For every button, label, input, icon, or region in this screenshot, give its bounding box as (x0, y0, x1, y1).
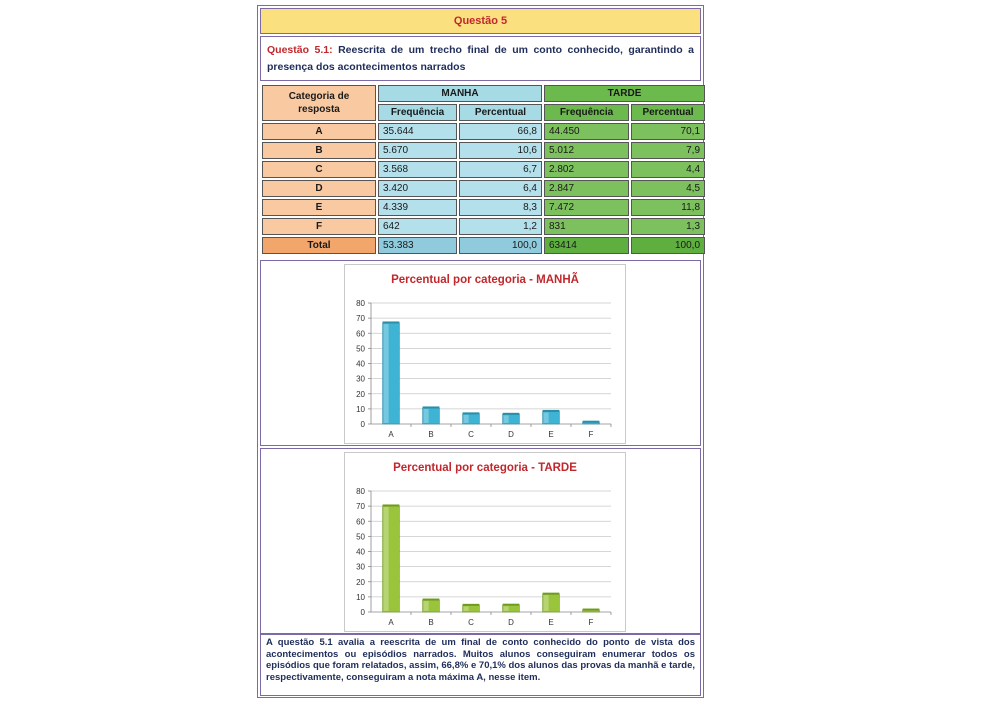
x-tick-label: F (588, 430, 594, 439)
morning-frequency-header: Frequência (378, 104, 457, 121)
bar-cap (423, 599, 440, 601)
bar-cap (423, 406, 440, 408)
y-tick-label: 70 (356, 502, 365, 512)
table-total-row (262, 237, 705, 254)
bar-cap (543, 410, 560, 412)
afternoon-chart (344, 452, 626, 632)
category-cell: A (262, 123, 376, 140)
bar-cap (503, 413, 520, 415)
bar-cap (383, 504, 400, 506)
x-tick-label: E (548, 430, 554, 439)
afternoon-chart-title: Percentual por categoria - TARDE (393, 462, 577, 474)
analysis-comment (260, 634, 701, 696)
morning-chart-title: Percentual por categoria - MANHÃ (391, 274, 579, 286)
morning-percent-header: Percentual (459, 104, 542, 121)
table-row (262, 142, 705, 159)
afternoon-chart-plot (345, 481, 625, 631)
x-tick-label: A (388, 430, 394, 439)
table-row (262, 180, 705, 197)
bar-highlight (384, 507, 389, 611)
morning-percent-cell: 6,7 (459, 161, 542, 178)
morning-frequency-cell: 3.420 (378, 180, 457, 197)
category-cell: E (262, 199, 376, 216)
x-tick-label: C (468, 618, 474, 627)
morning-percent-cell: 8,3 (459, 199, 542, 216)
question-title-banner (260, 8, 701, 34)
y-tick-label: 10 (356, 592, 365, 602)
y-tick-label: 30 (356, 562, 365, 572)
category-header: Categoria de resposta (262, 85, 376, 121)
table-header-row (262, 85, 705, 102)
bar-highlight (424, 409, 429, 423)
afternoon-frequency-cell: 7.472 (544, 199, 629, 216)
y-tick-label: 0 (360, 420, 365, 429)
y-tick-label: 80 (356, 299, 365, 308)
results-table (260, 83, 707, 256)
bar-highlight (504, 606, 509, 611)
afternoon-percent-cell: 11,8 (631, 199, 705, 216)
y-tick-label: 50 (356, 532, 365, 542)
bar-cap (583, 421, 600, 423)
x-tick-label: F (588, 618, 594, 627)
afternoon-frequency-cell: 2.847 (544, 180, 629, 197)
bar-cap (583, 609, 600, 611)
table-row (262, 161, 705, 178)
question-description (260, 36, 701, 81)
question-label: Questão 5.1: (267, 44, 333, 56)
bar-highlight (424, 601, 429, 611)
morning-header: MANHA (378, 85, 542, 102)
bar-cap (543, 593, 560, 595)
morning-chart-block (260, 260, 701, 446)
x-tick-label: A (388, 618, 394, 627)
total-morning-percent: 100,0 (459, 237, 542, 254)
afternoon-frequency-cell: 5.012 (544, 142, 629, 159)
total-label: Total (262, 237, 376, 254)
table-row (262, 123, 705, 140)
bar-cap (463, 412, 480, 414)
x-tick-label: B (428, 618, 434, 627)
morning-percent-cell: 6,4 (459, 180, 542, 197)
y-tick-label: 10 (356, 404, 365, 414)
afternoon-percent-cell: 4,4 (631, 161, 705, 178)
x-tick-label: B (428, 430, 434, 439)
question-text: Reescrita de um trecho final de um conto conhecido, garantindo a presença dos acontecimentos narrados (267, 44, 694, 73)
afternoon-percent-header: Percentual (631, 104, 705, 121)
afternoon-frequency-cell: 831 (544, 218, 629, 235)
y-tick-label: 20 (356, 389, 365, 399)
x-tick-label: D (508, 618, 514, 627)
afternoon-chart-block (260, 448, 701, 634)
y-tick-label: 50 (356, 344, 365, 354)
morning-percent-cell: 66,8 (459, 123, 542, 140)
bar-cap (463, 604, 480, 606)
afternoon-percent-cell: 4,5 (631, 180, 705, 197)
afternoon-percent-cell: 70,1 (631, 123, 705, 140)
bar-highlight (464, 415, 469, 423)
document-page (257, 5, 704, 698)
x-tick-label: C (468, 430, 474, 439)
morning-chart-plot (345, 293, 625, 443)
total-afternoon-percent: 100,0 (631, 237, 705, 254)
bar-highlight (464, 606, 469, 611)
category-cell: F (262, 218, 376, 235)
y-tick-label: 40 (356, 547, 365, 557)
morning-frequency-cell: 642 (378, 218, 457, 235)
afternoon-percent-cell: 1,3 (631, 218, 705, 235)
morning-percent-cell: 1,2 (459, 218, 542, 235)
table-row (262, 199, 705, 216)
y-tick-label: 40 (356, 359, 365, 369)
bar-highlight (544, 595, 549, 611)
results-table-container (260, 83, 701, 259)
afternoon-frequency-header: Frequência (544, 104, 629, 121)
y-tick-label: 80 (356, 487, 365, 496)
bar-cap (503, 604, 520, 606)
y-tick-label: 60 (356, 517, 365, 527)
category-cell: B (262, 142, 376, 159)
total-afternoon-frequency: 63414 (544, 237, 629, 254)
morning-frequency-cell: 4.339 (378, 199, 457, 216)
afternoon-percent-cell: 7,9 (631, 142, 705, 159)
total-morning-frequency: 53.383 (378, 237, 457, 254)
category-cell: D (262, 180, 376, 197)
morning-chart (344, 264, 626, 444)
y-tick-label: 0 (360, 608, 365, 617)
bar-highlight (384, 324, 389, 423)
morning-frequency-cell: 3.568 (378, 161, 457, 178)
afternoon-header: TARDE (544, 85, 705, 102)
table-row (262, 218, 705, 235)
category-cell: C (262, 161, 376, 178)
bar-cap (383, 321, 400, 323)
bar-highlight (504, 415, 509, 423)
question-title: Questão 5 (453, 15, 508, 27)
morning-frequency-cell: 35.644 (378, 123, 457, 140)
analysis-text: A questão 5.1 avalia a reescrita de um final de conto conhecido do ponto de vista dos acontecimentos ou episódios narrados. Muitos alunos conseguiram enumerar todos os episódios que foram relatados, assim, 66,8% e 70,1% dos alunos das provas da manhã e tarde, respectivamente, conseguiram a nota máxima A, nesse item. (266, 637, 695, 683)
afternoon-frequency-cell: 44.450 (544, 123, 629, 140)
y-tick-label: 20 (356, 577, 365, 587)
x-tick-label: E (548, 618, 554, 627)
morning-frequency-cell: 5.670 (378, 142, 457, 159)
bar-highlight (544, 412, 549, 423)
x-tick-label: D (508, 430, 514, 439)
morning-percent-cell: 10,6 (459, 142, 542, 159)
afternoon-frequency-cell: 2.802 (544, 161, 629, 178)
y-tick-label: 70 (356, 314, 365, 324)
y-tick-label: 60 (356, 329, 365, 339)
y-tick-label: 30 (356, 374, 365, 384)
